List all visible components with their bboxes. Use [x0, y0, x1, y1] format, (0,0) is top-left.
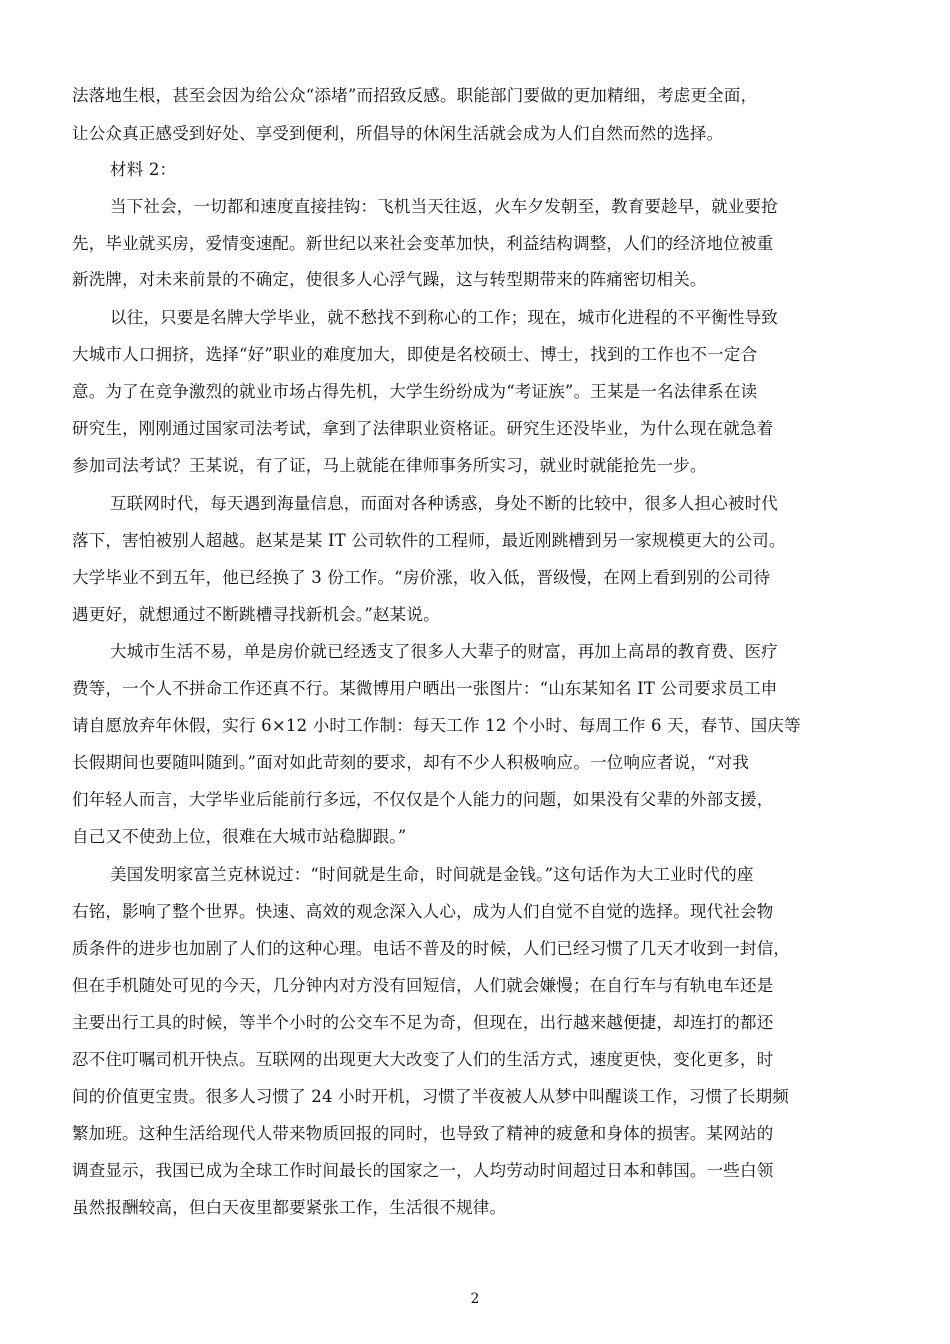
- text-line: 费等，一个人不拼命工作还真不行。某微博用户晒出一张图片：“山东某知名 IT 公司要求员工申: [72, 679, 778, 698]
- text-line: 落下，害怕被别人超越。赵某是某 IT 公司软件的工程师，最近刚跳槽到另一家规模更大的公司。: [72, 531, 786, 550]
- text-line: 请自愿放弃年休假，实行 6×12 小时工作制：每天工作 12 个小时、每周工作 6 天，春节、国庆等: [72, 716, 801, 735]
- text-line: 互联网时代，每天遇到海量信息，而面对各种诱惑，身处不断的比较中，很多人担心被时代: [110, 494, 778, 513]
- text-line: 虽然报酬较高，但白天夜里都要紧张工作，生活很不规律。: [72, 1198, 507, 1217]
- text-line: 大城市人口拥挤，选择“好”职业的难度加大，即使是名校硕士、博士，找到的工作也不一定合: [72, 345, 758, 364]
- text-line: 大学毕业不到五年，他已经换了 3 份工作。“房价涨，收入低，晋级慢，在网上看到别的公司待: [72, 568, 771, 587]
- text-line: 意。为了在竞争激烈的就业市场占得先机，大学生纷纷成为“考证族”。王某是一名法律系在读: [72, 382, 758, 401]
- text-line: 大城市生活不易，单是房价就已经透支了很多人大辈子的财富，再加上高昂的教育费、医疗: [110, 642, 778, 661]
- text-line: 新洗牌，对未来前景的不确定，使很多人心浮气躁，这与转型期带来的阵痛密切相关。: [72, 270, 707, 289]
- text-line: 遇更好，就想通过不断跳槽寻找新机会。”赵某说。: [72, 605, 440, 624]
- text-line: 主要出行工具的时候，等半个小时的公交车不足为奇，但现在，出行越来越便捷，却连打的都还: [72, 1013, 774, 1032]
- text-line: 忍不住叮嘱司机开快点。互联网的出现更大大改变了人们的生活方式，速度更快，变化更多，时: [72, 1050, 774, 1069]
- text-line: 美国发明家富兰克林说过：“时间就是生命，时间就是金钱。”这句话作为大工业时代的座: [110, 865, 754, 884]
- text-line: 但在手机随处可见的今天，几分钟内对方没有回短信，人们就会嫌慢；在自行车与有轨电车还是: [72, 976, 774, 995]
- text-line: 参加司法考试？王某说，有了证，马上就能在律师事务所实习，就业时就能抢先一步。: [72, 456, 707, 475]
- text-line: 间的价值更宝贵。很多人习惯了 24 小时开机，习惯了半夜被人从梦中叫醒谈工作，习惯了长期频: [72, 1087, 789, 1106]
- page-number: 2: [470, 1291, 480, 1307]
- text-line: 长假期间也要随叫随到。”面对如此苛刻的要求，却有不少人积极响应。一位响应者说，“对我: [72, 753, 750, 772]
- section-heading: 材料 2：: [110, 160, 177, 179]
- text-line: 当下社会，一切都和速度直接挂钩：飞机当天往返，火车夕发朝至，教育要趁早，就业要抢: [110, 197, 778, 216]
- text-line: 右铭，影响了整个世界。快速、高效的观念深入人心，成为人们自觉不自觉的选择。现代社会物: [72, 902, 774, 921]
- text-line: 让公众真正感受到好处、享受到便利，所倡导的休闲生活就会成为人们自然而然的选择。: [72, 124, 724, 143]
- text-line: 繁加班。这种生活给现代人带来物质回报的同时，也导致了精神的疲惫和身体的损害。某网站的: [72, 1124, 774, 1143]
- text-line: 以往，只要是名牌大学毕业，就不愁找不到称心的工作；现在，城市化进程的不平衡性导致: [110, 308, 778, 327]
- text-line: 们年轻人而言，大学毕业后能前行多远，不仅仅是个人能力的问题，如果没有父辈的外部支援，: [72, 790, 774, 809]
- text-line: 法落地生根，甚至会因为给公众“添堵”而招致反感。职能部门要做的更加精细，考虑更全面，: [72, 86, 758, 105]
- text-line: 调查显示，我国已成为全球工作时间最长的国家之一，人均劳动时间超过日本和韩国。一些白领: [72, 1161, 774, 1180]
- text-line: 自己又不使劲上位，很难在大城市站稳脚跟。”: [72, 827, 407, 846]
- text-line: 研究生，刚刚通过国家司法考试，拿到了法律职业资格证。研究生还没毕业，为什么现在就急着: [72, 419, 774, 438]
- text-line: 质条件的进步也加剧了人们的这种心理。电话不普及的时候，人们已经习惯了几天才收到一封信，: [72, 939, 791, 958]
- text-line: 先，毕业就买房，爱情变速配。新世纪以来社会变革加快，利益结构调整，人们的经济地位被重: [72, 234, 774, 253]
